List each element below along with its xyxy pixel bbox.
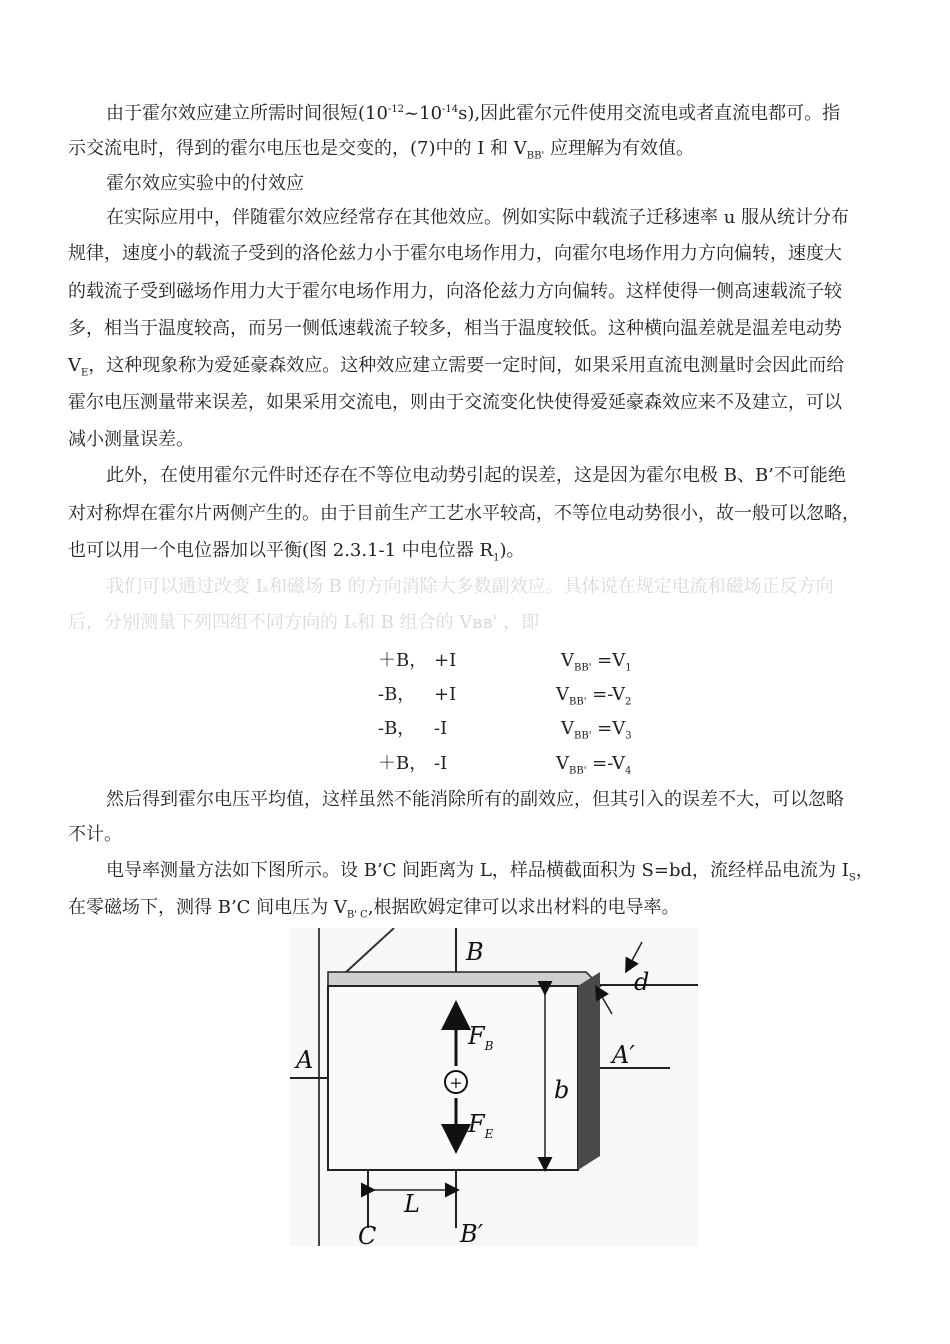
condition-b-sign: ＋B， <box>378 753 428 774</box>
paragraph-3-line-3: 也可以用一个电位器加以平衡(图 2.3.1-1 中电位器 $R_1$)。 <box>68 540 525 564</box>
d-arrow-top <box>628 942 642 968</box>
paragraph-5-line-2: 不计。 <box>68 824 122 845</box>
label-b-field: B <box>466 938 484 966</box>
label-a: A <box>296 1046 314 1074</box>
label-fb: $F_B$ <box>468 1022 494 1053</box>
label-d: d <box>634 968 650 996</box>
hall-sample-figure <box>290 928 698 1246</box>
condition-voltage: $V_{BB'} =V_1$ <box>561 650 632 674</box>
label-l: L <box>404 1190 420 1218</box>
d-arrow-bottom <box>598 990 612 1014</box>
label-a-prime: A′ <box>612 1041 635 1069</box>
paragraph-1-line-1: 由于霍尔效应建立所需时间很短$(10^{-12}\sim 10^{-14}s)$,因此霍尔元件使用交流电或者直流电都可。指 <box>106 103 841 124</box>
condition-i-sign: +I <box>434 650 457 671</box>
paragraph-6-line-1: 电导率测量方法如下图所示。设 B’C 间距离为 L，样品横截面积为 S=bd，流经样品电流为 $I_S$， <box>106 860 874 884</box>
label-fe: $F_E$ <box>468 1110 494 1141</box>
sample-side-face <box>578 972 600 1170</box>
paragraph-3-line-1: 此外，在使用霍尔元件时还存在不等位电动势引起的误差，这是因为霍尔电极 B、B’不可能绝 <box>106 465 846 486</box>
condition-b-sign: -B， <box>378 718 416 739</box>
figure-svg <box>290 928 698 1246</box>
paragraph-2-line-7: 减小测量误差。 <box>68 429 194 450</box>
paragraph-2-line-1: 在实际应用中，伴随霍尔效应经常存在其他效应。例如实际中载流子迁移速率 u 服从统计分布 <box>106 207 850 228</box>
condition-b-sign: ＋B， <box>378 650 428 671</box>
condition-voltage: $V_{BB'} =-V_4$ <box>556 753 632 777</box>
paragraph-2-line-4: 多，相当于温度较高，而另一侧低速载流子较多，相当于温度较低。这种横向温差就是温差电动势 <box>68 318 842 339</box>
paragraph-2-line-5: $V_E$，这种现象称为爱延豪森效应。这种效应建立需要一定时间，如果采用直流电测量时会因此而给 <box>68 355 845 379</box>
sample-top-face <box>328 972 600 986</box>
condition-i-sign: +I <box>434 684 457 705</box>
paragraph-1-line-2: 示交流电时，得到的霍尔电压也是交变的，(7)中的 I 和 $V_{BB'}$ 应理解为有效值。 <box>68 138 694 162</box>
paragraph-2-line-6: 霍尔电压测量带来误差，如果采用交流电，则由于交流变化快使得爱延豪森效应来不及建立，可以 <box>68 392 842 413</box>
charge-symbol: + <box>449 1073 463 1092</box>
condition-i-sign: -I <box>434 718 448 739</box>
paragraph-6-line-2: 在零磁场下，测得 B’C 间电压为 $V_{B' C}$,根据欧姆定律可以求出材料的电导率。 <box>68 897 680 921</box>
paragraph-2-line-3: 的载流子受到磁场作用力大于霍尔电场作用力，向洛伦兹力方向偏转。这样使得一侧高速载流子较 <box>68 281 842 302</box>
condition-b-sign: -B， <box>378 684 416 705</box>
paragraph-2-line-2: 规律，速度小的载流子受到的洛伦兹力小于霍尔电场作用力，向霍尔电场作用力方向偏转，速度大 <box>68 243 842 264</box>
condition-voltage: $V_{BB'} =V_3$ <box>561 718 632 742</box>
paragraph-4-line-1: 我们可以通过改变 Iₛ和磁场 B 的方向消除大多数副效应。具体说在规定电流和磁场正反方向 <box>106 576 834 597</box>
label-c: C <box>358 1222 377 1246</box>
section-heading: 霍尔效应实验中的付效应 <box>106 173 304 194</box>
condition-voltage: $V_{BB'} =-V_2$ <box>556 684 632 708</box>
paragraph-5-line-1: 然后得到霍尔电压平均值，这样虽然不能消除所有的副效应，但其引入的误差不大，可以忽略 <box>106 789 844 810</box>
paragraph-3-line-2: 对对称焊在霍尔片两侧产生的。由于目前生产工艺水平较高，不等位电动势很小，故一般可以忽略， <box>68 503 860 524</box>
paragraph-4-line-2: 后，分别测量下列四组不同方向的 Iₛ和 B 组合的 Vʙʙ' ，即 <box>68 612 540 633</box>
condition-i-sign: -I <box>434 753 448 774</box>
label-thickness-b: b <box>554 1076 570 1104</box>
label-b-prime: B′ <box>460 1220 484 1246</box>
